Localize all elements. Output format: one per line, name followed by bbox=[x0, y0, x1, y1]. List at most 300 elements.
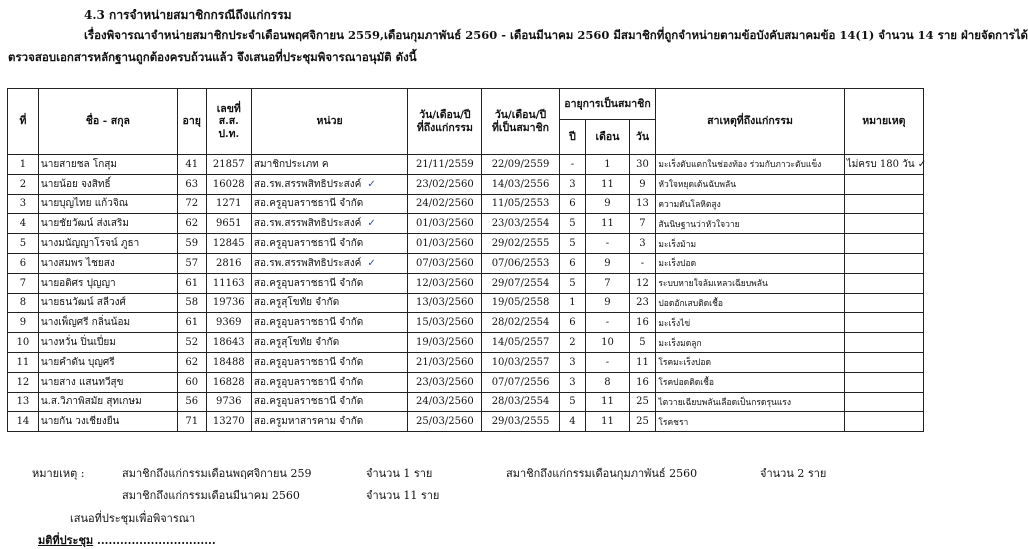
cell-member-date-text: 11/05/2553 bbox=[491, 198, 550, 210]
cell-age bbox=[177, 174, 206, 194]
cell-cause-text: โรคชรา bbox=[658, 417, 689, 428]
cell-death-date-text: 24/02/2560 bbox=[416, 198, 474, 210]
cell-years bbox=[559, 293, 586, 313]
cell-name bbox=[38, 174, 177, 194]
cell-days-text: 16 bbox=[636, 317, 649, 329]
cell-remark bbox=[844, 234, 923, 254]
cell-age-text: 61 bbox=[185, 317, 199, 329]
cell-no-text: 2 bbox=[19, 178, 27, 190]
cell-death-date-text: 01/03/2560 bbox=[416, 238, 474, 250]
table-body bbox=[8, 155, 927, 432]
cell-days-text: 13 bbox=[636, 198, 649, 210]
header-member-date bbox=[482, 89, 559, 155]
cell-age bbox=[177, 253, 206, 273]
cell-age-text: 58 bbox=[185, 297, 199, 309]
cell-months-text: 9 bbox=[604, 198, 611, 210]
cell-member-no-text: 9369 bbox=[216, 317, 242, 329]
cell-member-no-text: 13270 bbox=[212, 416, 245, 428]
cell-name-text: นายกัน วงเชียงยืน bbox=[40, 416, 120, 428]
resolution-label: มติที่ประชุม bbox=[38, 534, 94, 547]
checkmark-icon: ✓ bbox=[367, 257, 376, 269]
cell-unit-text: สอ.ครูอุบลราชธานี จำกัด bbox=[253, 277, 364, 289]
header-member-date-line-1: วัน/เดือน/ปี bbox=[494, 109, 547, 122]
cell-member-date-text: 23/03/2554 bbox=[491, 218, 550, 230]
cell-death-date-text: 24/03/2560 bbox=[416, 396, 474, 408]
table-row bbox=[8, 412, 924, 432]
cell-cause-text: โรคปอดติดเชื้อ bbox=[658, 378, 715, 389]
cell-no bbox=[8, 313, 39, 333]
cell-years-text: 4 bbox=[569, 416, 576, 428]
cell-age-text: 71 bbox=[185, 416, 199, 428]
cell-death-date bbox=[408, 333, 482, 353]
table-row bbox=[8, 253, 924, 273]
header-death-date-line-2: ที่ถึงแก่กรรม bbox=[416, 121, 473, 134]
cell-name-text: นางสมพร ไชยสง bbox=[40, 257, 115, 269]
deceased-members-table bbox=[7, 88, 927, 432]
cell-no bbox=[8, 273, 39, 293]
cell-member-no-text: 1271 bbox=[216, 198, 242, 210]
cell-member-date bbox=[482, 333, 559, 353]
cell-death-date-text: 01/03/2560 bbox=[416, 218, 474, 230]
cell-member-date-text: 07/06/2553 bbox=[491, 257, 550, 269]
cell-years-text: 2 bbox=[569, 337, 576, 349]
cell-member-date-text: 28/03/2554 bbox=[491, 396, 550, 408]
cell-months-text: 10 bbox=[601, 337, 614, 349]
cell-member-date-text: 14/05/2557 bbox=[491, 337, 550, 349]
cell-member-date-text: 22/09/2559 bbox=[491, 158, 550, 170]
header-months: เดือน bbox=[586, 120, 629, 155]
cell-years bbox=[559, 234, 586, 254]
header-membership-duration: อายุการเป็นสมาชิก bbox=[559, 89, 656, 120]
cell-no bbox=[8, 234, 39, 254]
cell-months-text: 1 bbox=[604, 158, 611, 170]
cell-death-date bbox=[408, 234, 482, 254]
cell-years bbox=[559, 273, 586, 293]
cell-member-no-text: 2816 bbox=[216, 257, 242, 269]
cell-days bbox=[629, 253, 656, 273]
header-years: ปี bbox=[559, 120, 586, 155]
cell-member-date-text: 10/03/2557 bbox=[491, 356, 550, 368]
header-name: ชื่อ - สกุล bbox=[38, 89, 177, 155]
cell-cause-text: มะเร็งตับแตกในช่องท้อง ร่วมกับภาวะตับแข็ง bbox=[658, 160, 822, 171]
cell-days bbox=[629, 313, 656, 333]
cell-years-text: 6 bbox=[569, 198, 576, 210]
cell-name bbox=[38, 333, 177, 353]
cell-cause bbox=[656, 333, 844, 353]
cell-unit-text: สอ.รพ.สรรพสิทธิประสงค์ bbox=[253, 257, 362, 269]
cell-unit-text: สอ.ครูอุบลราชธานี จำกัด bbox=[253, 238, 364, 250]
cell-member-date bbox=[482, 392, 559, 412]
cell-years-text: 5 bbox=[569, 277, 576, 289]
cell-unit bbox=[251, 253, 407, 273]
cell-days-text: 16 bbox=[636, 376, 649, 388]
cell-remark bbox=[844, 293, 923, 313]
cell-member-no bbox=[206, 155, 251, 175]
cell-cause-text: มะเร็งม้าม bbox=[658, 239, 697, 250]
cell-cause bbox=[656, 293, 844, 313]
cell-name-text: นายสาง แสนทวีสุข bbox=[40, 376, 124, 388]
cell-death-date-text: 21/11/2559 bbox=[416, 158, 474, 170]
cell-member-date bbox=[482, 214, 559, 234]
cell-death-date bbox=[408, 214, 482, 234]
cell-cause-text: ระบบหายใจล้มเหลวเฉียบพลัน bbox=[658, 279, 768, 290]
cell-months-text: 9 bbox=[604, 297, 611, 309]
header-unit: หน่วย bbox=[251, 89, 407, 155]
cell-years-text: 5 bbox=[569, 218, 576, 230]
cell-months-text: - bbox=[605, 356, 610, 368]
cell-remark bbox=[844, 273, 923, 293]
cell-months bbox=[586, 253, 629, 273]
cell-months bbox=[586, 194, 629, 214]
cell-unit-text: สมาชิกประเภท ค bbox=[253, 158, 329, 170]
cell-days bbox=[629, 214, 656, 234]
cell-name bbox=[38, 155, 177, 175]
cell-years-text: 6 bbox=[569, 317, 576, 329]
resolution-line: มติที่ประชุม ............................... bbox=[38, 534, 216, 547]
cell-member-no-text: 11163 bbox=[212, 277, 245, 289]
cell-years bbox=[559, 214, 586, 234]
cell-name-text: น.ส.วิภาพิสมัย สุทเกษม bbox=[40, 396, 142, 408]
cell-member-no bbox=[206, 333, 251, 353]
cell-years-text: 6 bbox=[569, 257, 576, 269]
cell-remark bbox=[844, 155, 927, 175]
table-row bbox=[8, 214, 924, 234]
cell-member-no bbox=[206, 372, 251, 392]
cell-unit-text: สอ.ครูสุโขทัย จำกัด bbox=[253, 337, 340, 349]
table-row bbox=[8, 234, 924, 254]
cell-cause bbox=[656, 412, 844, 432]
notes-label: หมายเหตุ : bbox=[32, 467, 85, 480]
cell-unit-text: สอ.ครูอุบลราชธานี จำกัด bbox=[253, 198, 364, 210]
cell-cause-text: มะเร็งปอด bbox=[658, 259, 697, 270]
cell-months-text: - bbox=[605, 317, 610, 329]
checkmark-icon: ✓ bbox=[367, 178, 376, 190]
cell-member-date-text: 14/03/2556 bbox=[491, 178, 550, 190]
cell-death-date bbox=[408, 273, 482, 293]
cell-death-date bbox=[408, 174, 482, 194]
cell-death-date bbox=[408, 372, 482, 392]
cell-months bbox=[586, 174, 629, 194]
cell-years-text: 5 bbox=[569, 238, 576, 250]
cell-no-text: 9 bbox=[19, 317, 27, 329]
cell-years-text: 3 bbox=[569, 178, 576, 190]
cell-name-text: นายน้อย จงสิทธิ์ bbox=[40, 178, 111, 190]
cell-months bbox=[586, 333, 629, 353]
cell-age bbox=[177, 333, 206, 353]
intro-paragraph-line-2: ตรวจสอบเอกสารหลักฐานถูกต้องครบถ้วนแล้ว จึงเสนอที่ประชุมพิจารณาอนุมัติ ดังนี้ bbox=[8, 50, 417, 64]
cell-death-date-text: 23/03/2560 bbox=[416, 376, 474, 388]
cell-name bbox=[38, 273, 177, 293]
cell-years-text: 3 bbox=[569, 376, 576, 388]
header-cause: สาเหตุที่ถึงแก่กรรม bbox=[656, 89, 844, 155]
cell-no bbox=[8, 214, 39, 234]
cell-member-date bbox=[482, 313, 559, 333]
cell-member-date bbox=[482, 273, 559, 293]
cell-cause-text: ความดันโลหิตสูง bbox=[658, 199, 721, 210]
cell-cause-text: มะเร็งไข่ bbox=[658, 318, 691, 329]
cell-unit bbox=[251, 392, 407, 412]
cell-name bbox=[38, 293, 177, 313]
cell-years-text: - bbox=[570, 158, 575, 170]
cell-no bbox=[8, 253, 39, 273]
cell-unit bbox=[251, 174, 407, 194]
cell-months bbox=[586, 293, 629, 313]
cell-name bbox=[38, 194, 177, 214]
cell-cause bbox=[656, 273, 844, 293]
cell-member-no bbox=[206, 253, 251, 273]
cell-no-text: 10 bbox=[16, 337, 30, 349]
cell-death-date-text: 13/03/2560 bbox=[416, 297, 474, 309]
cell-remark bbox=[844, 194, 923, 214]
cell-months-text: - bbox=[605, 238, 610, 250]
cell-cause bbox=[656, 253, 844, 273]
cell-no-text: 7 bbox=[19, 277, 27, 289]
cell-no bbox=[8, 333, 39, 353]
cell-years-text: 5 bbox=[569, 396, 576, 408]
cell-death-date bbox=[408, 155, 482, 175]
cell-years bbox=[559, 392, 586, 412]
table-row bbox=[8, 392, 924, 412]
header-member-date-line-2: ที่เป็นสมาชิก bbox=[491, 121, 550, 134]
cell-days-text: 25 bbox=[636, 396, 649, 408]
cell-member-date bbox=[482, 253, 559, 273]
cell-cause bbox=[656, 234, 844, 254]
cell-days-text: 5 bbox=[639, 337, 646, 349]
cell-days-text: 25 bbox=[636, 416, 649, 428]
cell-member-no bbox=[206, 234, 251, 254]
cell-no-text: 1 bbox=[19, 158, 27, 170]
cell-unit bbox=[251, 293, 407, 313]
cell-months-text: 11 bbox=[601, 178, 614, 190]
cell-years bbox=[559, 352, 586, 372]
header-death-date-line-1: วัน/เดือน/ปี bbox=[419, 109, 471, 122]
cell-death-date bbox=[408, 313, 482, 333]
cell-unit bbox=[251, 333, 407, 353]
cell-age-text: 57 bbox=[185, 257, 199, 269]
cell-no bbox=[8, 352, 39, 372]
cell-name-text: นายบุญไทย แก้วจิณ bbox=[40, 198, 128, 210]
cell-name-text: นางเพ็ญศรี กลิ่นน้อม bbox=[40, 317, 131, 329]
cell-member-no-text: 9736 bbox=[216, 396, 242, 408]
cell-remark bbox=[844, 412, 923, 432]
cell-name bbox=[38, 392, 177, 412]
cell-age bbox=[177, 293, 206, 313]
cell-years bbox=[559, 412, 586, 432]
cell-member-date-text: 29/03/2555 bbox=[491, 416, 550, 428]
note-march-count: จำนวน 11 ราย bbox=[366, 489, 440, 502]
cell-no-text: 4 bbox=[19, 218, 27, 230]
cell-cause-text: มะเร็งมดลูก bbox=[658, 338, 702, 349]
proposal-text: เสนอที่ประชุมเพื่อพิจารณา bbox=[70, 512, 196, 525]
cell-unit-text: สอ.รพ.สรรพสิทธิประสงค์ bbox=[253, 218, 362, 230]
cell-unit bbox=[251, 214, 407, 234]
cell-no-text: 14 bbox=[16, 416, 30, 428]
cell-member-no-text: 16028 bbox=[212, 178, 245, 190]
cell-no bbox=[8, 174, 39, 194]
cell-age bbox=[177, 214, 206, 234]
header-days: วัน bbox=[629, 120, 656, 155]
cell-age bbox=[177, 194, 206, 214]
cell-age bbox=[177, 392, 206, 412]
cell-member-no-text: 18488 bbox=[212, 356, 245, 368]
table-row bbox=[8, 273, 924, 293]
cell-unit-text: สอ.ครูอุบลราชธานี จำกัด bbox=[253, 376, 364, 388]
cell-name bbox=[38, 214, 177, 234]
cell-remark-text: ไม่ครบ 180 วัน ✓ bbox=[846, 158, 927, 170]
section-title: 4.3 การจำหน่ายสมาชิกกรณีถึงแก่กรรม bbox=[84, 8, 292, 22]
cell-months bbox=[586, 412, 629, 432]
cell-cause bbox=[656, 352, 844, 372]
cell-remark bbox=[844, 214, 923, 234]
cell-death-date bbox=[408, 293, 482, 313]
cell-age-text: 60 bbox=[185, 376, 199, 388]
cell-age-text: 41 bbox=[185, 158, 199, 170]
cell-no-text: 11 bbox=[16, 356, 30, 368]
table-row bbox=[8, 155, 924, 175]
cell-months bbox=[586, 313, 629, 333]
cell-name bbox=[38, 352, 177, 372]
cell-name-text: นายธนวัฒน์ สลีวงศ์ bbox=[40, 297, 126, 309]
cell-cause-text: สันนิษฐานว่าหัวใจวาย bbox=[658, 219, 740, 230]
cell-death-date bbox=[408, 194, 482, 214]
cell-member-date bbox=[482, 293, 559, 313]
cell-age-text: 62 bbox=[185, 356, 199, 368]
cell-member-date-text: 29/07/2554 bbox=[491, 277, 550, 289]
cell-member-date bbox=[482, 194, 559, 214]
cell-months bbox=[586, 273, 629, 293]
note-march-label: สมาชิกถึงแก่กรรมเดือนมีนาคม 2560 bbox=[122, 489, 300, 502]
cell-cause bbox=[656, 174, 844, 194]
cell-member-date bbox=[482, 234, 559, 254]
cell-years-text: 3 bbox=[569, 356, 576, 368]
table-row bbox=[8, 333, 924, 353]
cell-months bbox=[586, 392, 629, 412]
cell-no-text: 13 bbox=[16, 396, 30, 408]
cell-age bbox=[177, 412, 206, 432]
cell-member-date bbox=[482, 352, 559, 372]
cell-years bbox=[559, 372, 586, 392]
cell-months bbox=[586, 214, 629, 234]
cell-death-date-text: 19/03/2560 bbox=[416, 337, 474, 349]
cell-no-text: 3 bbox=[19, 198, 27, 210]
cell-years bbox=[559, 155, 586, 175]
cell-days-text: 11 bbox=[636, 356, 649, 368]
cell-no bbox=[8, 412, 39, 432]
cell-days bbox=[629, 412, 656, 432]
cell-cause-text: โรคมะเร็งปอด bbox=[658, 358, 711, 369]
cell-unit bbox=[251, 273, 407, 293]
cell-days bbox=[629, 273, 656, 293]
cell-cause bbox=[656, 372, 844, 392]
cell-age-text: 61 bbox=[185, 277, 199, 289]
cell-name bbox=[38, 412, 177, 432]
cell-months-text: 11 bbox=[601, 396, 614, 408]
cell-name-text: นางมนัญญาโรจน์ ภูธา bbox=[40, 238, 140, 250]
cell-member-no bbox=[206, 174, 251, 194]
cell-member-no bbox=[206, 293, 251, 313]
cell-days-text: 30 bbox=[636, 158, 649, 170]
cell-months-text: 9 bbox=[604, 257, 611, 269]
cell-member-date bbox=[482, 372, 559, 392]
table-row bbox=[8, 313, 924, 333]
cell-member-no-text: 18643 bbox=[212, 337, 245, 349]
cell-remark bbox=[844, 253, 923, 273]
cell-age-text: 52 bbox=[185, 337, 199, 349]
cell-member-no-text: 12845 bbox=[212, 238, 245, 250]
note-february-label: สมาชิกถึงแก่กรรมเดือนกุมภาพันธ์ 2560 bbox=[506, 467, 698, 480]
cell-name bbox=[38, 253, 177, 273]
cell-name-text: นายอดิศร ปุญญา bbox=[40, 277, 116, 289]
cell-member-no bbox=[206, 392, 251, 412]
header-member-no-line-3: ป.ท. bbox=[218, 127, 240, 140]
cell-cause bbox=[656, 214, 844, 234]
cell-unit-text: สอ.ครูอุบลราชธานี จำกัด bbox=[253, 356, 364, 368]
cell-years-text: 1 bbox=[569, 297, 576, 309]
cell-cause bbox=[656, 313, 844, 333]
cell-years bbox=[559, 253, 586, 273]
cell-unit-text: สอ.ครูอุบลราชธานี จำกัด bbox=[253, 396, 364, 408]
cell-days-text: 23 bbox=[636, 297, 649, 309]
cell-years bbox=[559, 313, 586, 333]
cell-name-text: นายชัยวัฒน์ ส่งเสริม bbox=[40, 218, 129, 230]
table-row bbox=[8, 194, 924, 214]
cell-age bbox=[177, 234, 206, 254]
cell-member-no bbox=[206, 412, 251, 432]
header-member-no-line-2: ส.ส. bbox=[218, 115, 239, 128]
cell-member-no bbox=[206, 313, 251, 333]
cell-member-no bbox=[206, 352, 251, 372]
cell-unit bbox=[251, 194, 407, 214]
cell-unit bbox=[251, 313, 407, 333]
cell-remark bbox=[844, 313, 923, 333]
cell-death-date-text: 07/03/2560 bbox=[416, 257, 474, 269]
cell-member-no bbox=[206, 214, 251, 234]
cell-remark bbox=[844, 392, 923, 412]
cell-cause bbox=[656, 155, 844, 175]
cell-death-date-text: 12/03/2560 bbox=[416, 277, 474, 289]
table-row bbox=[8, 174, 924, 194]
cell-age-text: 63 bbox=[185, 178, 199, 190]
note-november-label: สมาชิกถึงแก่กรรมเดือนพฤศจิกายน 259 bbox=[122, 467, 312, 480]
cell-age bbox=[177, 155, 206, 175]
note-november-count: จำนวน 1 ราย bbox=[366, 467, 433, 480]
cell-days bbox=[629, 352, 656, 372]
cell-days-text: 3 bbox=[639, 238, 646, 250]
header-no: ที่ bbox=[8, 89, 39, 155]
cell-months bbox=[586, 372, 629, 392]
cell-member-date bbox=[482, 155, 559, 175]
cell-months-text: 11 bbox=[601, 218, 614, 230]
cell-member-date bbox=[482, 174, 559, 194]
cell-no-text: 5 bbox=[19, 238, 27, 250]
table-row bbox=[8, 352, 924, 372]
cell-no bbox=[8, 155, 39, 175]
cell-no bbox=[8, 372, 39, 392]
cell-months-text: 11 bbox=[601, 416, 614, 428]
cell-death-date bbox=[408, 253, 482, 273]
cell-days bbox=[629, 194, 656, 214]
cell-days bbox=[629, 392, 656, 412]
cell-cause-text: ปอดอักเสบติดเชื้อ bbox=[658, 298, 723, 309]
header-member-no bbox=[206, 89, 251, 155]
cell-cause-text: ไตวายเฉียบพลันเลือดเป็นกรดรุนแรง bbox=[658, 397, 792, 408]
cell-name-text: นายคำดัน บุญศรี bbox=[40, 356, 115, 368]
cell-years bbox=[559, 194, 586, 214]
cell-member-no-text: 19736 bbox=[212, 297, 245, 309]
cell-member-no bbox=[206, 194, 251, 214]
cell-name bbox=[38, 372, 177, 392]
cell-days bbox=[629, 293, 656, 313]
